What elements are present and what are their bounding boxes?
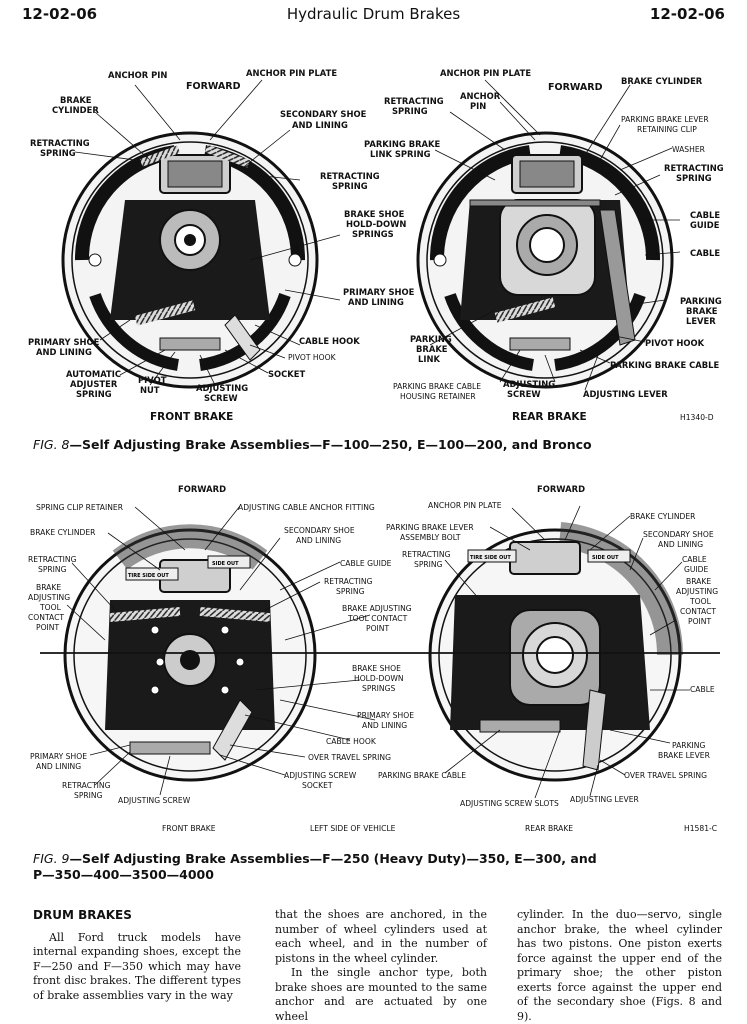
fig9-front-drawing [65,530,315,780]
label-socket: SOCKET [268,369,306,379]
label-primary-1: PRIMARY SHOE [343,287,415,297]
label-link-2: BRAKE [416,344,448,354]
label-rear-pivot-hook: PIVOT HOOK [645,338,705,348]
label-rear-anchor-2: PIN [470,101,487,111]
label-pivot-hook: PIVOT HOOK [288,353,336,362]
label-forward-front: FORWARD [186,81,241,92]
label-fig9-rpark-2: BRAKE LEVER [658,751,710,760]
label-housing-2: HOUSING RETAINER [400,392,476,401]
label-brake: BRAKE [60,95,92,105]
label-fig9-tool-5: POINT [36,623,60,632]
label-fig9-slots: ADJUSTING SCREW SLOTS [460,799,559,808]
label-rear-adj-2: SCREW [507,389,541,399]
label-anchor-pin: ANCHOR PIN [108,70,168,80]
label-fig9-rtool-1: BRAKE [686,577,712,586]
label-adj-socket-1: ADJUSTING SCREW [284,771,357,780]
label-rear-anchor-1: ANCHOR [460,91,501,101]
label-pb-bolt-1: PARKING BRAKE LEVER [386,523,474,532]
label-rear-retract-2: SPRING [392,106,428,116]
body-column-2 [275,908,487,1024]
section-heading: DRUM BRAKES [33,908,132,922]
figure-8-caption-text: —Self Adjusting Brake Assemblies—F—100—250, E—100—200, and Bronco [69,437,592,452]
label-fig9-rtool-5: POINT [688,617,712,626]
label-ctr-tool-2: TOOL CONTACT [348,614,408,623]
label-park-lever-1: PARKING [680,296,722,306]
label-fig9-hold-1: BRAKE SHOE [352,664,401,673]
paragraph-4: cylinder. In the duo—servo, single anchor brake, the wheel cylinder has two pistons. One piston exerts force against the upper end of the primary shoe; the other piston exerts force against the upper end of the secondary shoe (Figs. 8 and 9). [517,908,722,1023]
label-fig9-rsec-1: SECONDARY SHOE [643,530,714,539]
label-fig9-rover: OVER TRAVEL SPRING [624,771,707,780]
label-adj-2: SCREW [204,393,238,403]
paragraph-3: In the single anchor type, both brake shoes are mounted to the same anchor and are actuated by one wheel [275,966,487,1023]
label-fig9-rret-2: SPRING [414,560,443,569]
label-adj-socket-2: SOCKET [302,781,333,790]
label-rear-anchor-pin-plate: ANCHOR PIN PLATE [440,68,532,78]
label-pivot-2: NUT [140,385,160,395]
label-adj-lever: ADJUSTING LEVER [583,389,668,399]
label-fig9-over-travel: OVER TRAVEL SPRING [308,753,391,762]
label-front-primary-2: AND LINING [36,347,92,357]
label-pb-link-1: PARKING BRAKE [364,139,441,149]
label-fig9-tool-2: ADJUSTING [28,593,71,602]
label-fig9-ret-2: SPRING [38,565,67,574]
front-brake-drawing [63,133,317,387]
label-fig9-rcable-guide-1: CABLE [682,555,707,564]
label-tire-side-out-l: TIRE SIDE OUT [128,573,169,579]
label-code-8: H1340-D [680,413,714,422]
label-ctr-tool-1: BRAKE ADJUSTING [342,604,412,613]
label-auto-3: SPRING [76,389,112,399]
label-spring-2: SPRING [332,181,368,191]
label-fig9-sec-2: AND LINING [296,536,342,545]
label-fig9-rsec-2: AND LINING [658,540,704,549]
label-primary-2: AND LINING [348,297,404,307]
label-auto-2: ADJUSTER [70,379,118,389]
label-and-lining: AND LINING [292,120,348,130]
label-fig9-rtool-2: ADJUSTING [676,587,719,596]
label-side-out-r: SIDE OUT [592,555,619,561]
label-anchor-pin-plate: ANCHOR PIN PLATE [246,68,338,78]
label-fig9-pb-cable: PARKING BRAKE CABLE [378,771,467,780]
label-fig9-lprim-1: PRIMARY SHOE [30,752,87,761]
label-rear-brake-cylinder: BRAKE CYLINDER [621,76,703,86]
label-housing-1: PARKING BRAKE CABLE [393,382,482,391]
label-fig9-lret-1: RETRACTING [62,781,111,790]
label-code-9: H1581-C [684,824,718,833]
figure-9 [0,480,747,845]
label-cable-guide-2: GUIDE [690,220,720,230]
body-column-3 [517,908,722,1024]
label-fig9-forward-r: FORWARD [537,484,586,494]
label-fig9-front-brake: FRONT BRAKE [162,824,216,833]
label-fig9-left-side: LEFT SIDE OF VEHICLE [310,824,396,833]
label-fig9-rcable-guide-2: GUIDE [684,565,709,574]
label-tire-side-out-r: TIRE SIDE OUT [470,555,511,561]
label-fig9-rret-1: RETRACTING [402,550,451,559]
label-pb-lever-2: RETAINING CLIP [637,125,697,134]
label-side-out-l: SIDE OUT [212,561,239,567]
label-fig9-hold-3: SPRINGS [362,684,396,693]
label-pb-bolt-2: ASSEMBLY BOLT [400,533,461,542]
label-fig9-brake-cyl: BRAKE CYLINDER [30,528,96,537]
label-fig9-prim-1: PRIMARY SHOE [357,711,414,720]
label-rear-retract-1: RETRACTING [384,96,444,106]
label-cable: CABLE [690,248,721,258]
body-column-1 [33,908,241,1003]
rear-brake-drawing [418,133,672,387]
figure-9-caption-line-1: —Self Adjusting Brake Assemblies—F—250 (Heavy Duty)—350, E—300, and [69,851,597,866]
page-number-right: 12-02-06 [649,5,725,23]
label-spring-clip: SPRING CLIP RETAINER [36,503,123,512]
label-fig9-rcable: CABLE [690,685,715,694]
label-ctr-tool-3: POINT [366,624,390,633]
page-number-left: 12-02-06 [22,5,98,23]
label-fig9-rear-brake: REAR BRAKE [525,824,574,833]
label-link-1: PARKING [410,334,452,344]
paragraph-2: that the shoes are anchored, in the number of wheel cylinders used at each wheel, and in the number of pistons in the wheel cylinder. [275,908,487,965]
label-fig9-rbrake-cyl: BRAKE CYLINDER [630,512,696,521]
label-fig9-hold-2: HOLD-DOWN [354,674,404,683]
label-fig9-sec-1: SECONDARY SHOE [284,526,355,535]
figure-8-number: FIG. 8 [33,437,70,452]
label-fig9-lret-2: SPRING [74,791,103,800]
label-fig9-ret-1: RETRACTING [28,555,77,564]
label-holddown-3: SPRINGS [352,229,394,239]
label-cable-guide-1: CABLE [690,210,721,220]
label-adj-cable-anchor: ADJUSTING CABLE ANCHOR FITTING [238,503,375,512]
label-fig9-adj-screw: ADJUSTING SCREW [118,796,191,805]
label-fig9-rtool-3: TOOL [690,597,711,606]
label-fig9-forward-l: FORWARD [178,484,227,494]
label-fig9-adj-lever: ADJUSTING LEVER [570,795,639,804]
label-front-brake: FRONT BRAKE [150,411,234,423]
label-pb-cable: PARKING BRAKE CABLE [610,360,720,370]
figure-9-number: FIG. 9 [33,851,70,866]
label-pivot-1: PIVOT [138,375,167,385]
label-fig9-ret-3: RETRACTING [324,577,373,586]
label-fig9-rtool-4: CONTACT [680,607,717,616]
label-pb-link-2: LINK SPRING [370,149,431,159]
label-fig9-prim-2: AND LINING [362,721,408,730]
label-holddown-2: HOLD-DOWN [346,219,407,229]
label-holddown-1: BRAKE SHOE [344,209,405,219]
figure-8 [0,60,747,435]
label-rear-adj-1: ADJUSTING [503,379,556,389]
label-link-3: LINK [418,354,440,364]
label-pb-lever-1: PARKING BRAKE LEVER [621,115,709,124]
figure-8-caption [33,437,592,452]
label-washer: WASHER [672,145,705,154]
label-park-lever-2: BRAKE [686,306,718,316]
label-fig9-tool-4: CONTACT [28,613,65,622]
label-fig9-tool-1: BRAKE [36,583,62,592]
label-spring: SPRING [40,148,76,158]
label-fig9-cable-guide: CABLE GUIDE [340,559,392,568]
label-park-lever-3: LEVER [686,316,716,326]
label-rear-retract-4: SPRING [676,173,712,183]
page-title: Hydraulic Drum Brakes [286,5,461,23]
label-forward-rear: FORWARD [548,82,603,93]
label-fig9-anchor-plate: ANCHOR PIN PLATE [428,501,502,510]
label-fig9-lprim-2: AND LINING [36,762,82,771]
label-rear-brake: REAR BRAKE [512,411,587,423]
label-retracting-2: RETRACTING [320,171,380,181]
label-adj-1: ADJUSTING [196,383,249,393]
paragraph-1: All Ford truck models have internal expanding shoes, except the F—250 and F—350 which may have front disc brakes. The different types of brake assemblies vary in the way [33,930,241,1002]
label-cylinder: CYLINDER [52,105,99,115]
label-front-primary-1: PRIMARY SHOE [28,337,100,347]
label-cable-hook: CABLE HOOK [299,336,360,346]
label-fig9-tool-3: TOOL [40,603,61,612]
label-fig9-rpark-1: PARKING [672,741,706,750]
figure-9-caption [33,851,597,883]
label-fig9-ret-4: SPRING [336,587,365,596]
figure-9-caption-line-2: P—350—400—3500—4000 [33,867,214,882]
label-secondary-shoe: SECONDARY SHOE [280,109,367,119]
label-retracting: RETRACTING [30,138,90,148]
label-fig9-cable-hook: CABLE HOOK [326,737,376,746]
label-rear-retract-3: RETRACTING [664,163,724,173]
label-auto-1: AUTOMATIC [66,369,121,379]
page-header [0,0,747,30]
